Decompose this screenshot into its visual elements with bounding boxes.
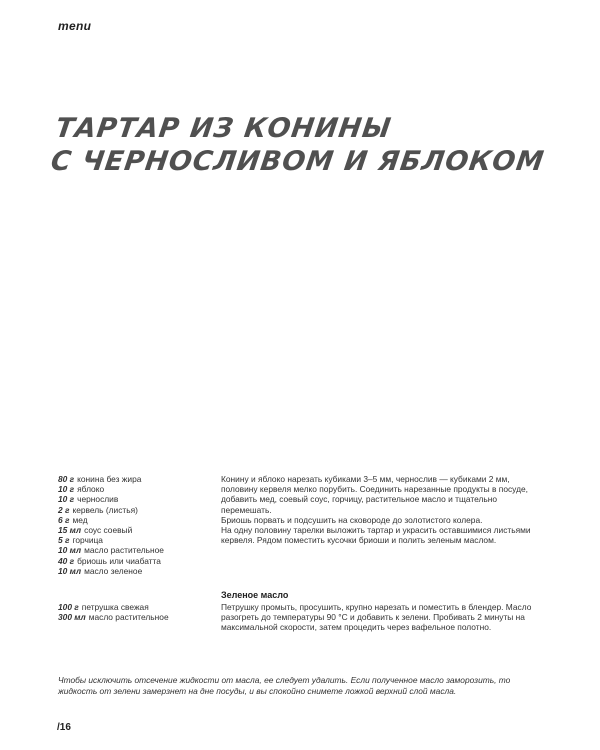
page-number: /16 <box>57 722 71 733</box>
method-paragraph: Петрушку промыть, просушить, крупно нарезать и поместить в блендер. Масло разогреть до температуры 90 °C и добавить к зелени. Пробивать 2 минуты на максимальной скорости, затем процедить через вафельное полотно. <box>221 602 532 633</box>
method-paragraph: Конину и яблоко нарезать кубиками 3–5 мм, чернослив — кубиками 2 мм, половину кервеля мелко порубить. Соединить нарезанные продукты в посуде, добавить мед, соевый соус, горчицу, растительное масло и тщательно перемешать. <box>221 474 528 515</box>
ingredient-list <box>58 474 164 576</box>
title-line-2: С ЧЕРНОСЛИВОМ И ЯБЛОКОМ <box>48 146 547 177</box>
green-oil-title: Зеленое масло <box>221 590 289 600</box>
title-line-1: ТАРТАР ИЗ КОНИНЫ <box>53 113 394 144</box>
ingredient-item: 80 г конина без жира <box>58 474 142 484</box>
ingredient-item: 10 мл масло растительное <box>58 545 164 556</box>
ingredient-item: 300 мл масло растительное <box>58 612 169 623</box>
method-text <box>221 474 543 545</box>
green-oil-method <box>221 602 543 633</box>
chef-note: Чтобы исключить отсечение жидкости от масла, ее следует удалить. Если полученное масло заморозить, то жидкость от зелени замерзнет на дне посуды, и вы спокойно снимете ложкой верхний слой масла. <box>58 675 511 696</box>
method-paragraph: Бриошь порвать и подсушить на сковороде до золотистого колера. <box>221 514 483 525</box>
recipe-title <box>49 112 551 178</box>
ingredient-item: 5 г горчица <box>58 535 103 546</box>
ingredient-item: 10 г чернослив <box>58 494 119 505</box>
section-label: menu <box>58 19 92 33</box>
green-oil-ingredient-list <box>58 602 169 622</box>
ingredient-item: 6 г мед <box>58 514 88 525</box>
ingredient-item: 2 г кервель (листья) <box>58 504 138 515</box>
ingredient-item: 15 мл соус соевый <box>58 525 133 536</box>
ingredient-item: 10 г яблоко <box>58 484 105 495</box>
ingredient-item: 40 г бриошь или чиабатта <box>58 555 161 566</box>
method-paragraph: На одну половину тарелки выложить тартар и украсить оставшимися листьями кервеля. Рядом поместить кусочки бриоши и полить зеленым маслом. <box>221 525 531 546</box>
ingredient-item: 10 мл масло зеленое <box>58 565 143 576</box>
ingredient-item: 100 г петрушка свежая <box>58 602 149 612</box>
